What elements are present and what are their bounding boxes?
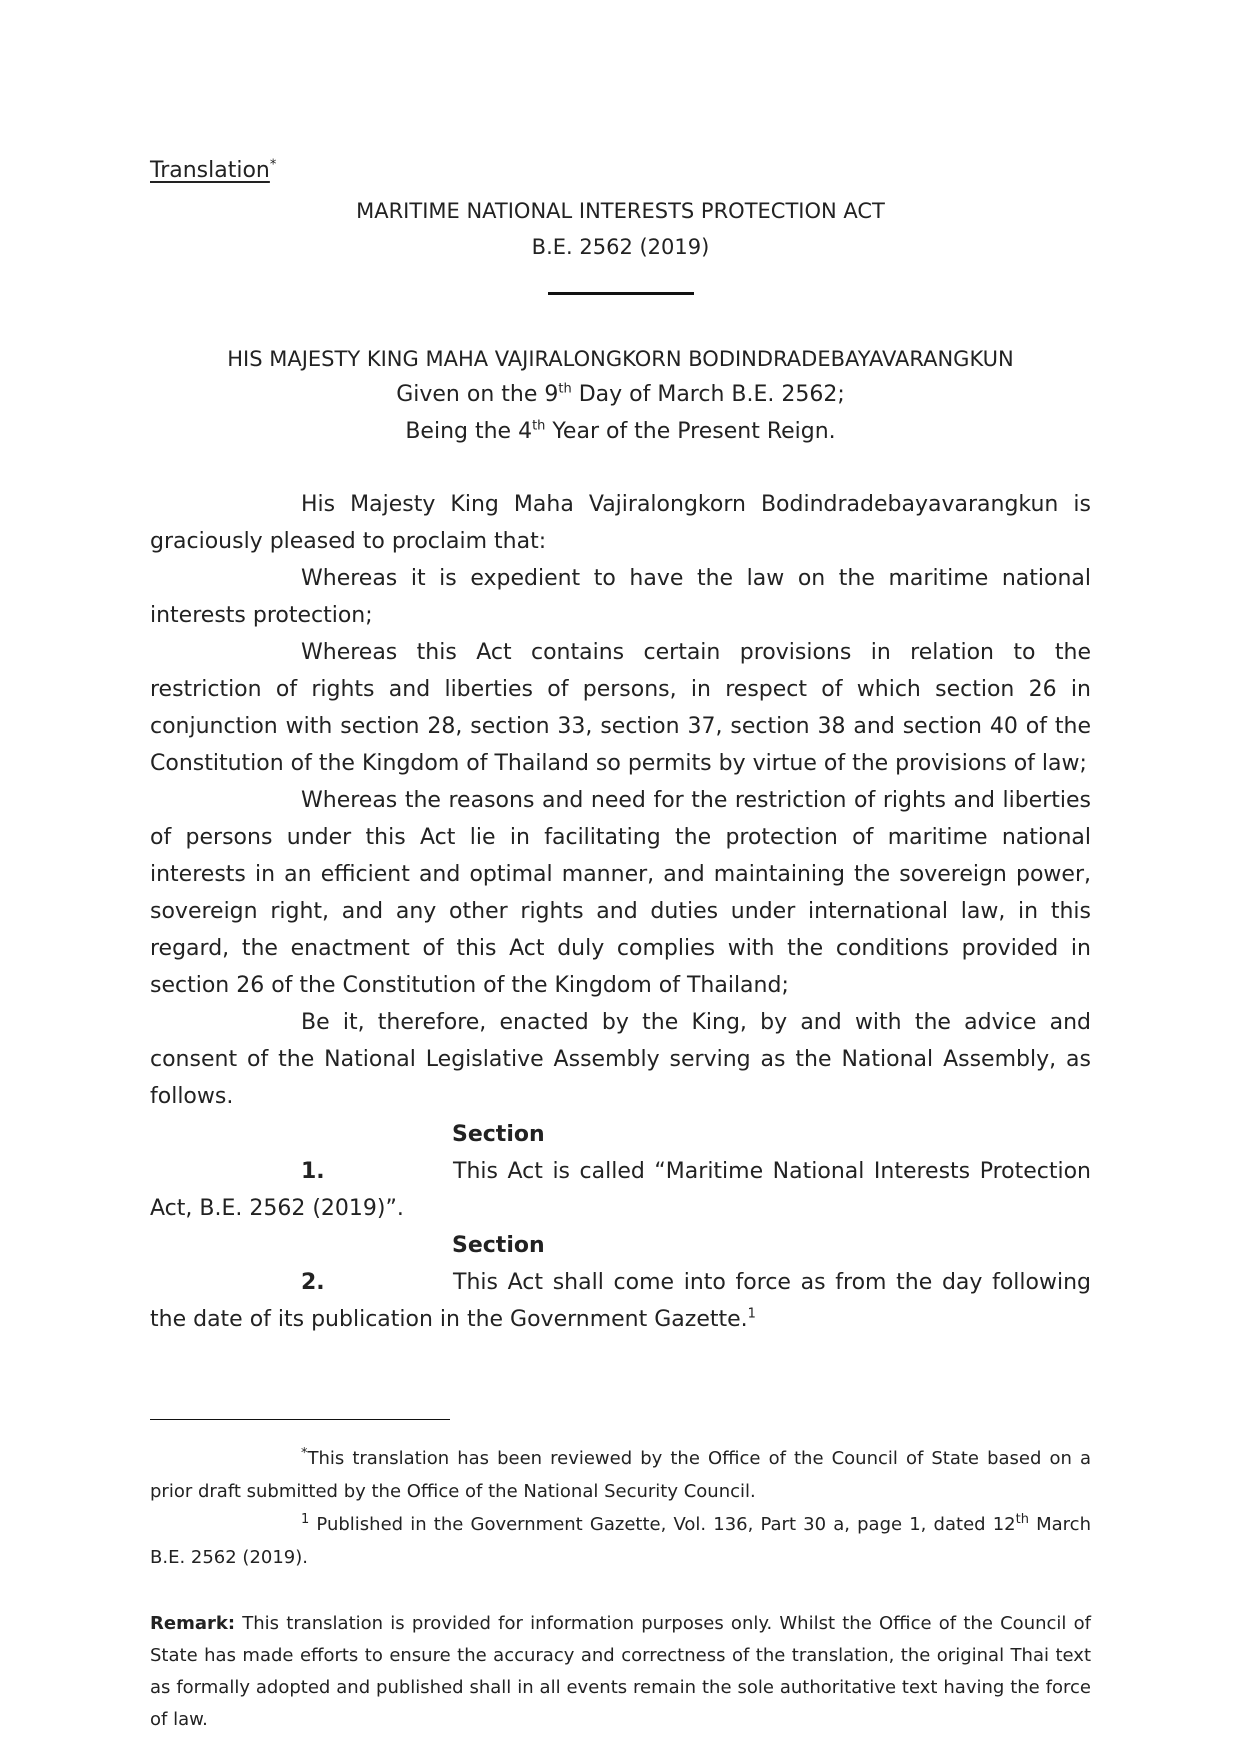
section-text: This Act is called “Maritime National Interests Protection Act, B.E. 2562 (2019)”. bbox=[150, 1159, 1091, 1221]
act-title: MARITIME NATIONAL INTERESTS PROTECTION ACT bbox=[356, 199, 885, 223]
translation-label: Translation* bbox=[150, 157, 277, 183]
reign-year: Being the 4th Year of the Present Reign. bbox=[405, 418, 836, 444]
section-label: Section 2. bbox=[301, 1233, 545, 1295]
footnote-reference: 1 bbox=[747, 1306, 756, 1322]
preamble-paragraph: His Majesty King Maha Vajiralongkorn Bodindradebayavarangkun is graciously pleased to proclaim that: bbox=[150, 492, 1091, 554]
section-text: This Act shall come into force as from the day following the date of its publication in the Government Gazette. bbox=[150, 1270, 1091, 1332]
remark-label: Remark: bbox=[150, 1613, 236, 1634]
act-year: B.E. 2562 (2019) bbox=[531, 235, 710, 259]
preamble-paragraph: Be it, therefore, enacted by the King, by and with the advice and consent of the National Legislative Assembly serving as the National Assembly, as follows. bbox=[150, 1010, 1091, 1109]
translation-footnote-mark: * bbox=[269, 157, 277, 173]
section-label: Section 1. bbox=[301, 1122, 545, 1184]
given-date: Given on the 9th Day of March B.E. 2562; bbox=[396, 381, 845, 407]
remark bbox=[150, 1608, 1091, 1736]
section-1 bbox=[150, 1116, 1091, 1227]
title-divider bbox=[548, 292, 694, 295]
king-name: HIS MAJESTY KING MAHA VAJIRALONGKORN BODINDRADEBAYAVARANGKUN bbox=[227, 347, 1014, 371]
footnote-translation: *This translation has been reviewed by the Office of the Council of State based on a prior draft submitted by the Office of the National Security Council. bbox=[150, 1446, 1091, 1502]
preamble-paragraph: Whereas the reasons and need for the restriction of rights and liberties of persons under this Act lie in facilitating the protection of maritime national interests in an efficient and optimal manner, and maintaining the sovereign power, sovereign right, and any other rights and duties under international law, in this regard, the enactment of this Act duly complies with the conditions provided in section 26 of the Constitution of the Kingdom of Thailand; bbox=[150, 788, 1091, 998]
preamble-paragraph: Whereas it is expedient to have the law on the maritime national interests protection; bbox=[150, 566, 1091, 628]
preamble-paragraph: Whereas this Act contains certain provisions in relation to the restriction of rights and liberties of persons, in respect of which section 26 in conjunction with section 28, section 33, section 37, section 38 and section 40 of the Constitution of the Kingdom of Thailand so permits by virtue of the provisions of law; bbox=[150, 640, 1091, 776]
footnote-divider bbox=[150, 1419, 450, 1420]
preamble bbox=[150, 486, 1091, 1115]
section-2 bbox=[150, 1227, 1091, 1338]
footnote-gazette: $^1$ Published in the Government Gazette, Vol. 136, Part 30 a, page 1, dated 12th March B.E. 2562 (2019). bbox=[150, 1512, 1091, 1568]
remark-text: This translation is provided for information purposes only. Whilst the Office of the Council of State has made efforts to ensure the accuracy and correctness of the translation, the original Thai text as formally adopted and published shall in all events remain the sole authoritative text having the force of law. bbox=[150, 1613, 1091, 1730]
